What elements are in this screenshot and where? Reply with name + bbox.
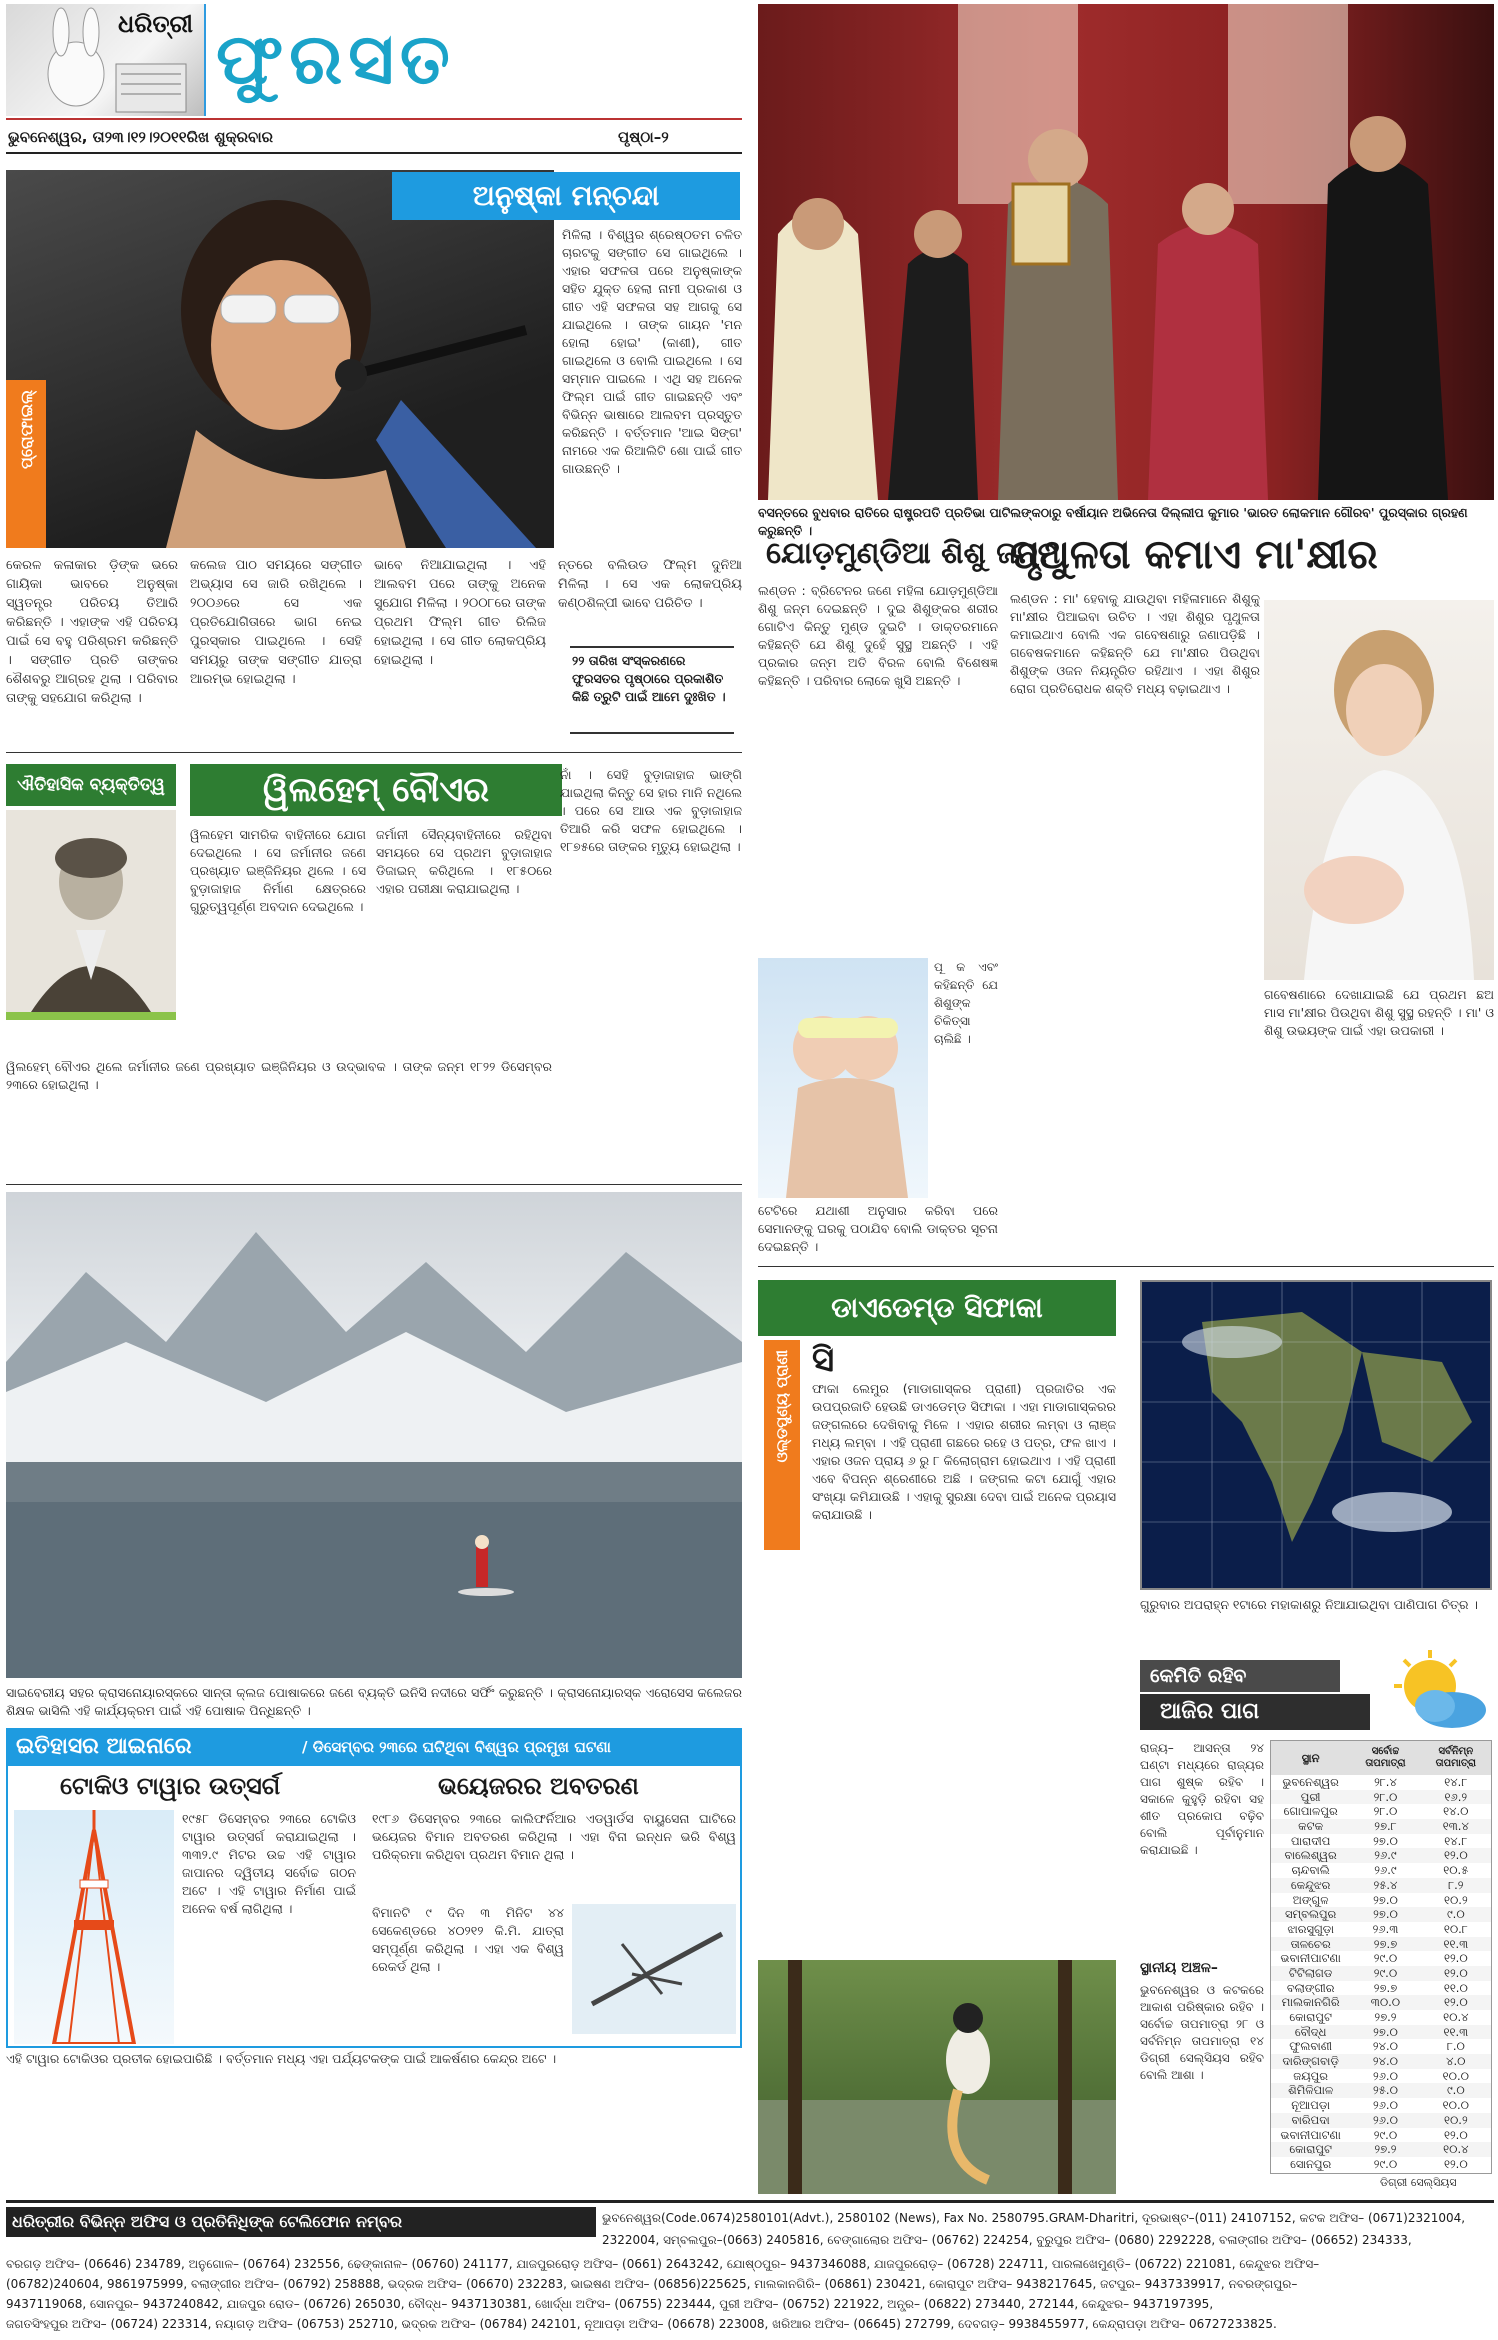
sifaka-photo xyxy=(758,1960,1116,2194)
col-max: ସର୍ବୋଚ୍ଚ ତାପମାତ୍ରା xyxy=(1365,1746,1406,1769)
weather-cell-max: ୨୪.୦ xyxy=(1372,2039,1398,2054)
weather-table-row xyxy=(1271,1790,1491,1805)
footer-title-box xyxy=(6,2207,596,2237)
anushka-title-text: ଅନୁଷ୍କା ମନ୍‌ଚନ୍ଦା xyxy=(472,179,660,212)
weather-cell-min: ୧୦.୨ xyxy=(1443,1892,1468,1907)
history-person-portrait xyxy=(6,810,176,1020)
sifaka-side-tag-text: ଓଲ୍ଡପୁଣ୍ୟ ପ୍ରାଣୀ xyxy=(773,1350,791,1463)
weather-table-row xyxy=(1271,1966,1491,1981)
weather-cell-max: ୨୯.୦ xyxy=(1373,2127,1398,2142)
weather-cell-min: ୧୦.୪ xyxy=(1443,2010,1469,2024)
ceremony-caption: ବସନ୍ତରେ ବୁଧବାର ରାତିରେ ରାଷ୍ଟ୍ରପତି ପ୍ରତିଭା ପାଟିଲଙ୍କଠାରୁ ବର୍ଷୀୟାନ ଅଭିନେତା ଦିଲ୍ଲୀପ କୁମାର 'ଭାରତ ଲୋକମାନ ଗୌରବ' ପୁରସ୍କାର ଗ୍ରହଣ କରୁଛନ୍ତି । xyxy=(758,505,1468,538)
weather-table-row xyxy=(1271,1893,1491,1908)
weather-cell-place: ଅଙ୍ଗୁଳ xyxy=(1292,1892,1329,1907)
weather-cell-max: ୨୭.୦ xyxy=(1373,2024,1398,2039)
weather-cell-min: ୧୨.୦ xyxy=(1443,1965,1468,1980)
sifaka-side-tag xyxy=(764,1340,800,1550)
weather-cell-max: ୨୬.୯ xyxy=(1374,1848,1397,1863)
weather-cell-place: ନୂଆପଡ଼ା xyxy=(1291,2098,1331,2113)
divider xyxy=(758,1266,1494,1267)
weather-table-row xyxy=(1271,2157,1491,2172)
weather-local-text: ଭୁବନେଶ୍ୱର ଓ କଟକରେ ଆକାଶ ପରିଷ୍କାର ରହିବ । ସର୍ବୋଚ୍ଚ ତାପମାତ୍ରା ୨୮ ଓ ସର୍ବନିମ୍ନ ତାପମାତ୍ରା ୧୪ ଡିଗ୍ରୀ ସେଲ୍‌ସିୟସ ରହିବ ବୋଲି ଆଶା । xyxy=(1140,1983,1264,2082)
weather-cell-max: ୨୫.୦ xyxy=(1373,2083,1398,2098)
divider xyxy=(6,1184,742,1185)
weather-cell-min: ୧୦.୫ xyxy=(1443,1863,1469,1878)
weather-cell-place: କୋରାପୁଟ xyxy=(1289,2010,1332,2024)
weather-cell-place: ସମ୍ବଲପୁର xyxy=(1285,1907,1337,1922)
history-person-text3: ନାଁ । ସେହି ବୁଡ଼ାଜାହାଜ ଭାଙ୍ଗି ଯାଇଥିଲା କିନ୍ତୁ ସେ ହାର ମାନି ନଥିଲେ । ପରେ ସେ ଆଉ ଏକ ବୁଡ଼ାଜାହାଜ ତିଆରି କରି ସଫଳ ହୋଇଥିଲେ । ୧୮୭୫ରେ ତାଙ୍କର ମୃତ୍ୟୁ ହୋଇଥିଲା । xyxy=(560,767,742,854)
weather-cell-max: ୨୪.୦ xyxy=(1372,2054,1398,2069)
twins-text: ଲଣ୍ଡନ : ବ୍ରିଟେନର ଜଣେ ମହିଳା ଯୋଡ଼ମୁଣ୍ଡିଆ ଶିଶୁ ଜନ୍ମ ଦେଇଛନ୍ତି । ଦୁଇ ଶିଶୁଙ୍କର ଶରୀର ଗୋଟିଏ କିନ୍ତୁ ମୁଣ୍ଡ ଦୁଇଟି । ଡାକ୍ତରମାନେ କହିଛନ୍ତି ଯେ ଶିଶୁ ଦୁହେଁ ସୁସ୍ଥ ଅଛନ୍ତି । ଏହି ପ୍ରକାର ଜନ୍ମ ଅତି ବିରଳ ବୋଲି ବିଶେଷଜ୍ଞ କହିଛନ୍ତି । ପରିବାର ଲୋକେ ଖୁସି ଅଛନ୍ତି । xyxy=(758,583,998,688)
milk-photo xyxy=(1264,600,1494,980)
footer-title: ଧରିତ୍ରୀର ବିଭିନ୍ନ ଅଫିସ ଓ ପ୍ରତିନିଧିଙ୍କ ଟେଲିଫୋନ ନମ୍ବର xyxy=(12,2212,403,2231)
weather-cell-min: ୯.୦ xyxy=(1446,1907,1465,1922)
weather-footer: ଡିଗ୍ରୀ ସେଲ୍‌ସିୟସ xyxy=(1380,2176,1457,2189)
weather-table-row xyxy=(1271,1848,1491,1863)
weather-cell-max: ୨୮.୦ xyxy=(1373,1804,1398,1819)
weather-table-row xyxy=(1271,2142,1491,2157)
weather-table xyxy=(1270,1740,1492,2174)
history-person-tag-text: ଐତିହାସିକ ବ୍ୟକ୍ତିତ୍ୱ xyxy=(17,775,165,795)
footer-line3: ବରଗଡ଼ ଅଫିସ– (06646) 234789, ଅନୁଗୋଳ– (06764) 232556, ଢେଙ୍କାନାଳ– (06760) 241177, ଯାଜପୁରରୋଡ଼ ଅଫିସ– (0661) 2643242, ଯୋଷ୍ଠପୁର– 9437346088, ଯାଜପୁରରୋଡ଼– (06728) 224711, ପାରଳାଖେମୁଣ୍ଡି– (06722) 221081, କେନ୍ଦୁଝର ଅଫିସ– xyxy=(6,2257,1320,2271)
weather-cell-place: ଭୁବନେଶ୍ୱର xyxy=(1282,1775,1339,1789)
weather-cell-place: କେନ୍ଦୁଝର xyxy=(1290,1877,1331,1892)
history-person-tag xyxy=(6,764,176,806)
weather-title2-text: ଆଜିର ପାଗ xyxy=(1160,1699,1260,1724)
footer-line5: 9437119068, ସୋନପୁର– 9437240842, ଯାଜପୁର ରୋଡ– (06726) 265030, ବୌଦ୍ଧ– 9437130381, ଖୋର୍ଦ୍ଧା ଅଫିସ– (06755) 223444, ପୁରୀ ଅଫିସ– (06752) 221922, ଅନ୍ଧ୍ର– (06822) 273440, 272144, କେନ୍ଦୁଝର– 9437197395, xyxy=(6,2297,1214,2311)
weather-cell-max: ୩୦.୦ xyxy=(1370,1995,1401,2010)
weather-table-row xyxy=(1271,2054,1491,2069)
weather-cell-max: ୨୭.୨ xyxy=(1374,2142,1397,2157)
weather-cell-min: ୧୧.୩ xyxy=(1443,2024,1469,2039)
sun-cloud-icon xyxy=(1380,1650,1490,1732)
sifaka-text: ଫାକା ଲେମୁର (ମାଡାଗାସ୍କର ପ୍ରାଣୀ) ପ୍ରଜାତିର ଏକ ଉପପ୍ରଜାତି ହେଉଛି ଡାଏଡେମ୍‌ଡ ସିଫାକା । ଏହା ମାଡାଗାସ୍କରର ଜଙ୍ଗଲରେ ଦେଖିବାକୁ ମିଳେ । ଏହାର ଶରୀର ଲମ୍ବା ଓ ଲାଞ୍ଜ ମଧ୍ୟ ଲମ୍ବା । ଏହି ପ୍ରାଣୀ ଗଛରେ ରହେ ଓ ପତ୍ର, ଫଳ ଖାଏ । ଏହାର ଓଜନ ପ୍ରାୟ ୬ ରୁ ୮ କିଲୋଗ୍ରାମ ହୋଇଥାଏ । ଏହି ପ୍ରାଣୀ ଏବେ ବିପନ୍ନ ଶ୍ରେଣୀରେ ଅଛି । ଜଙ୍ଗଲ କଟା ଯୋଗୁଁ ଏହାର ସଂଖ୍ୟା କମିଯାଉଛି । ଏହାକୁ ସୁରକ୍ଷା ଦେବା ପାଇଁ ଅନେକ ପ୍ରୟାସ କରାଯାଉଛି । xyxy=(812,1381,1116,1522)
weather-cell-min: ୧୨.୦ xyxy=(1443,1848,1468,1863)
weather-table-row xyxy=(1271,1878,1491,1893)
weather-cell-max: ୨୯.୦ xyxy=(1373,2156,1398,2171)
weather-table-header xyxy=(1271,1741,1491,1775)
weather-cell-place: ଶିମିଳିପାଳ xyxy=(1288,2083,1334,2098)
weather-cell-max: ୨୭.୦ xyxy=(1373,1892,1398,1907)
voyager-photo xyxy=(572,1904,736,2034)
anushka-quote-box xyxy=(570,646,734,734)
dateline-rule xyxy=(6,152,742,154)
dateline: ଭୁବନେଶ୍ୱର, ତା୨୩।୧୨।୨୦୧୧ରିଖ ଶୁକ୍ରବାର xyxy=(8,128,274,146)
weather-table-row xyxy=(1271,1907,1491,1922)
weather-cell-min: ୧୨.୦ xyxy=(1443,1995,1468,2010)
weather-cell-min: ୧୪.୮ xyxy=(1444,1833,1468,1848)
weather-cell-min: ୮.୨ xyxy=(1448,1877,1464,1892)
weather-table-row xyxy=(1271,2039,1491,2054)
weather-cell-max: ୨୬.୩ xyxy=(1372,1921,1399,1936)
weather-title1-text: କେମିତି ରହିବ xyxy=(1150,1665,1247,1687)
sifaka-title-text: ଡାଏଡେମ୍‌ଡ ସିଫାକା xyxy=(831,1291,1043,1324)
weather-table-row xyxy=(1271,1937,1491,1952)
weather-table-row xyxy=(1271,1804,1491,1819)
footer-line1: ଭୁବନେଶ୍ୱର(Code.0674)2580101(Advt.), 2580102 (News), Fax No. 2580795.GRAM-Dharitri, ଦୂରଭାଷ୍ଟ–(011) 24107152, କଟକ ଅଫିସ– (0671)2321004, xyxy=(602,2211,1466,2225)
weather-cell-max: ୨୬.୦ xyxy=(1372,2112,1398,2127)
twins-photo xyxy=(758,958,928,1198)
weather-cell-min: ୧୧.୦ xyxy=(1443,1980,1468,1995)
weather-cell-max: ୨୯.୦ xyxy=(1373,1965,1398,1980)
twins-side-text: ପୂ କ ଏବଂ କହିଛନ୍ତି ଯେ ଶିଶୁଙ୍କ ଚିକିତ୍ସା ଚାଲିଛି । xyxy=(934,960,998,1046)
tokyo-text: ୧୯୫୮ ଡିସେମ୍ବର ୨୩ରେ ଟୋକିଓ ଟାୱାର ଉତ୍ସର୍ଗ କରାଯାଇଥିଲା । ୩୩୨.୯ ମିଟର ଉଚ୍ଚ ଏହି ଟାୱାର ଜାପାନର ଦ୍ୱିତୀୟ ସର୍ବୋଚ୍ଚ ଗଠନ ଅଟେ । ଏହି ଟାୱାର ନିର୍ମାଣ ପାଇଁ ଅନେକ ବର୍ଷ ଲାଗିଥିଲା । xyxy=(182,1811,356,1916)
history-person-bottom: ୱିଲହେମ୍ ବୌଏର ଥିଲେ ଜର୍ମାନୀର ଜଣେ ପ୍ରଖ୍ୟାତ ଇଞ୍ଜିନିୟର ଓ ଉଦ୍ଭାବକ । ତାଙ୍କ ଜନ୍ମ ୧୮୨୨ ଡିସେମ୍ବର ୨୩ରେ ହୋଇଥିଲା । xyxy=(6,1059,552,1092)
weather-cell-min: ୧୦.୪ xyxy=(1443,2142,1469,2157)
weather-cell-max: ୨୫.୪ xyxy=(1373,1877,1398,1892)
history-person-text1: ୱିଲହେମ ସାମରିକ ବାହିନୀରେ ଯୋଗ ଦେଇଥିଲେ । ସେ ଜର୍ମାନୀର ଜଣେ ପ୍ରଖ୍ୟାତ ଇଞ୍ଜିନିୟର ଥିଲେ । ସେ ବୁଡ଼ାଜାହାଜ ନିର୍ମାଣ କ୍ଷେତ୍ରରେ ଗୁରୁତ୍ୱପୂର୍ଣ୍ଣ ଅବଦାନ ଦେଇଥିଲେ । xyxy=(190,827,366,914)
weather-cell-place: ଗୋପାଳପୁର xyxy=(1283,1804,1338,1819)
history-mirror-title: ଇତିହାସର ଆଇନାରେ xyxy=(16,1734,192,1759)
history-mirror-sub: / ଡିସେମ୍ବର ୨୩ରେ ଘଟିଥିବା ବିଶ୍ୱର ପ୍ରମୁଖ ଘଟଣା xyxy=(302,1738,611,1756)
tokyo-tower-photo xyxy=(14,1810,174,2044)
weather-table-row xyxy=(1271,2083,1491,2098)
weather-rows xyxy=(1271,1775,1491,2172)
footer-bar xyxy=(6,2200,1494,2336)
santa-photo xyxy=(6,1192,742,1678)
weather-cell-place: ଭବାନୀପାଟଣା xyxy=(1280,2127,1341,2142)
weather-table-row xyxy=(1271,2069,1491,2084)
weather-table-row xyxy=(1271,1834,1491,1849)
history-person-text2: ଜର୍ମାନୀ ସୈନ୍ୟବାହିନୀରେ ରହିଥିବା ସମୟରେ ସେ ପ୍ରଥମ ବୁଡ଼ାଜାହାଜ ଡିଜାଇନ୍ କରିଥିଲେ । ୧୮୫୦ରେ ଏହାର ପରୀକ୍ଷା କରାଯାଇଥିଲା । xyxy=(376,827,552,896)
milk-text2: ଗବେଷଣାରେ ଦେଖାଯାଇଛି ଯେ ପ୍ରଥମ ଛଅ ମାସ ମା'କ୍ଷୀର ପିଉଥିବା ଶିଶୁ ସୁସ୍ଥ ରହନ୍ତି । ମା' ଓ ଶିଶୁ ଉଭୟଙ୍କ ପାଇଁ ଏହା ଉପକାରୀ । xyxy=(1264,987,1494,1038)
weather-cell-max: ୨୭.୮ xyxy=(1374,1819,1397,1834)
footer-line4: (06782)240604, 9861975999, ବଲାଙ୍ଗୀର ଅଫିସ– (06792) 258888, ଭଦ୍ରକ ଅଫିସ– (06670) 232283, ଭାଇଷଣ ଅଫିସ– (06856)225625, ମାଲକାନଗିରି– (06861) 230421, କୋରାପୁଟ ଅଫିସ– 9438217645, ଜଟପୁର– 9437339917, ନବରଙ୍ଗପୁର– xyxy=(6,2277,1298,2291)
weather-cell-max: ୨୮.୪ xyxy=(1374,1775,1397,1789)
weather-cell-place: ଦାରିଙ୍ଗବାଡ଼ି xyxy=(1282,2054,1339,2069)
milk-title: ପୃଥୁଳତା କମାଏ ମା'କ୍ଷୀର xyxy=(1010,532,1378,578)
anushka-side-tag xyxy=(6,380,46,548)
weather-cell-max: ୨୬.୦ xyxy=(1372,2098,1398,2113)
weather-cell-max: ୨୬.୦ xyxy=(1372,2068,1398,2083)
santa-caption: ସାଇବେରୀୟ ସହର କ୍ରାସନୋୟାରସ୍କରେ ସାନ୍ତା କ୍ଲଜ ପୋଷାକରେ ଜଣେ ବ୍ୟକ୍ତି ଇନିସି ନଦୀରେ ସର୍ଫିଂ କରୁଛନ୍ତି । କ୍ରାସନୋୟାରସ୍କ ଏରୋସେସ କଲେଜର ଶିକ୍ଷକ ଭାସିଲି ଏହି କାର୍ଯ୍ୟକ୍ରମ ପାଇଁ ଏହି ପୋଷାକ ପିନ୍ଧିଛନ୍ତି । xyxy=(6,1685,742,1718)
anushka-quote: ୨୨ ତାରିଖ ସଂସ୍କରଣରେ ଫୁରସତର ପୃଷ୍ଠାରେ ପ୍ରକାଶିତ କିଛି ତ୍ରୁଟି ପାଇଁ ଆମେ ଦୁଃଖିତ । xyxy=(572,653,726,704)
weather-cell-place: ପୁରୀ xyxy=(1300,1789,1321,1804)
weather-cell-place: ସୋନପୁର xyxy=(1290,2156,1332,2171)
sifaka-dropcap: ସି xyxy=(812,1340,835,1380)
weather-cell-place: ଫୁଲବାଣୀ xyxy=(1289,2039,1332,2054)
divider xyxy=(6,752,742,753)
weather-cell-min: ୧୦.୦ xyxy=(1442,2068,1469,2083)
weather-cell-min: ୪.୦ xyxy=(1446,2054,1466,2069)
weather-cell-min: ୧୨.୦ xyxy=(1443,2156,1468,2171)
weather-table-row xyxy=(1271,1775,1491,1790)
history-person-name-text: ୱିଲହେମ୍ ବୌଏର xyxy=(262,770,490,810)
weather-cell-max: ୨୬.୯ xyxy=(1374,1863,1397,1878)
weather-cell-min: ୧୨.୦ xyxy=(1443,1951,1468,1966)
weather-cell-min: ୯.୦ xyxy=(1446,2083,1465,2098)
masthead-rule xyxy=(6,118,742,120)
weather-cell-place: କଟକ xyxy=(1298,1819,1324,1834)
milk-text: ଲଣ୍ଡନ : ମା' ହେବାକୁ ଯାଉଥିବା ମହିଳାମାନେ ଶିଶୁକୁ ମା'କ୍ଷୀର ପିଆଇବା ଉଚିତ । ଏହା ଶିଶୁର ପୃଥୁଳତା କମାଇଥାଏ ବୋଲି ଏକ ଗବେଷଣାରୁ ଜଣାପଡ଼ିଛି । ଗବେଷକମାନେ କହିଛନ୍ତି ଯେ ମା'କ୍ଷୀର ପିଉଥିବା ଶିଶୁଙ୍କ ଓଜନ ନିୟନ୍ତ୍ରିତ ରହିଥାଏ । ଏହା ଶିଶୁର ରୋଗ ପ୍ରତିରୋଧକ ଶକ୍ତି ମଧ୍ୟ ବଢ଼ାଇଥାଏ । xyxy=(1010,591,1260,696)
col-min: ସର୍ବନିମ୍ନ ତାପମାତ୍ରା xyxy=(1435,1746,1476,1769)
weather-table-row xyxy=(1271,1922,1491,1937)
weather-cell-max: ୨୭.୦ xyxy=(1373,1833,1398,1848)
history-mirror-sub-text: ଡିସେମ୍ବର ୨୩ରେ ଘଟିଥିବା ବିଶ୍ୱର ପ୍ରମୁଖ ଘଟଣା xyxy=(312,1738,611,1756)
weather-cell-place: ମାଲକାନଗିରି xyxy=(1281,1995,1340,2010)
weather-text: ରାଜ୍ୟ– ଆସନ୍ତା ୨୪ ଘଣ୍ଟା ମଧ୍ୟରେ ରାଜ୍ୟର ପାଗ ଶୁଷ୍କ ରହିବ । ସକାଳେ କୁହୁଡ଼ି ରହିବା ସହ ଶୀତ ପ୍ରକୋପ ବଢ଼ିବ ବୋଲି ପୂର୍ବାନୁମାନ କରାଯାଇଛି । xyxy=(1140,1741,1264,1857)
weather-cell-place: ପାରାଦୀପ xyxy=(1290,1833,1331,1848)
history-person-name xyxy=(190,764,562,816)
weather-cell-place: କୋରାପୁଟ xyxy=(1289,2142,1332,2157)
weather-cell-min: ୧୧.୩ xyxy=(1443,1936,1469,1951)
weather-cell-place: ବୌଦ୍ଧ xyxy=(1294,2024,1327,2039)
weather-table-row xyxy=(1271,2010,1491,2025)
weather-cell-min: ୧୨.୦ xyxy=(1443,2127,1468,2142)
anushka-col4: ନ୍ତରେ ବଲିଉଡ ଫିଲ୍ମ ଦୁନିଆ ମିଳିଲା । ସେ ଏକ ଲୋକପ୍ରିୟ କଣ୍ଠଶିଳ୍ପୀ ଭାବେ ପରିଚିତ । xyxy=(558,558,742,611)
anushka-photo xyxy=(6,170,554,548)
weather-cell-max: ୨୭.୭ xyxy=(1373,1980,1398,1995)
voyager-text: ୧୯୮୬ ଡିସେମ୍ବର ୨୩ରେ କାଲିଫର୍ନିଆର ଏଡୱାର୍ଡସ ବାୟୁସେନା ଘାଟିରେ ଭୟେଜର ବିମାନ ଅବତରଣ କରିଥିଲା । ଏହା ବିନା ଇନ୍ଧନ ଭରି ବିଶ୍ୱ ପରିକ୍ରମା କରିଥିବା ପ୍ରଥମ ବିମାନ ଥିଲା । xyxy=(372,1811,736,1862)
satellite-caption: ଗୁରୁବାର ଅପରାହ୍ନ ୧ଟାରେ ମହାକାଶରୁ ନିଆଯାଇଥିବା ପାଣିପାଗ ଚିତ୍ର । xyxy=(1140,1597,1479,1612)
weather-cell-min: ୧୦.୦ xyxy=(1442,2098,1469,2113)
anushka-col1: କେରଳ କଳାକାର ଡ଼ିଙ୍କ ଭରେ ଗାୟିକା ଭାବରେ ଅନୁଷ୍କା ସ୍ୱତନ୍ତ୍ର ପରିଚୟ ତିଆରି କରିଛନ୍ତି । ଏହାଙ୍କ ଏହି ପରିଚୟ ପାଇଁ ସେ ବହୁ ପରିଶ୍ରମ କରିଛନ୍ତି । ସଙ୍ଗୀତ ପ୍ରତି ତାଙ୍କର ଶୈଶବରୁ ଆଗ୍ରହ ଥିଲା । ପରିବାର ତାଙ୍କୁ ସହଯୋଗ କରିଥିଲା । xyxy=(6,558,178,706)
weather-cell-place: ବାଲେଶ୍ୱର xyxy=(1284,1848,1337,1863)
history-mirror-header xyxy=(6,1728,742,1766)
weather-cell-min: ୧୦.୮ xyxy=(1443,1921,1468,1936)
col-place: ସ୍ଥାନ xyxy=(1301,1750,1320,1765)
weather-local-title: ସ୍ଥାନୀୟ ଅଞ୍ଚଳ– xyxy=(1140,1960,1218,1976)
weather-cell-place: ବାରିପଦା xyxy=(1291,2112,1330,2127)
history-mirror-bottom: ଏହି ଟାୱାର ଟୋକିଓର ପ୍ରତୀକ ହୋଇପାରିଛି । ବର୍ତ୍ତମାନ ମଧ୍ୟ ଏହା ପର୍ଯ୍ୟଟକଙ୍କ ପାଇଁ ଆକର୍ଷଣର କେନ୍ଦ୍ର ଅଟେ । xyxy=(6,2051,557,2066)
weather-cell-place: ଭବାନୀପାଟଣା xyxy=(1280,1951,1341,1966)
weather-table-row xyxy=(1271,1995,1491,2010)
weather-cell-min: ୮.୦ xyxy=(1446,2039,1465,2054)
weather-cell-place: ଟିଟିଲାଗଡ xyxy=(1288,1965,1333,1980)
masthead xyxy=(6,4,751,124)
weather-cell-max: ୨୮.୦ xyxy=(1373,1789,1398,1804)
tokyo-title: ଟୋକିଓ ଟାୱାର ଉତ୍ସର୍ଗ xyxy=(60,1772,281,1800)
ceremony-photo xyxy=(758,4,1494,500)
weather-cell-min: ୧୩.୪ xyxy=(1442,1819,1469,1834)
sifaka-title xyxy=(758,1280,1116,1336)
weather-cell-place: ତାଳଚେର xyxy=(1290,1936,1331,1951)
twins-title: ଯୋଡ଼ମୁଣ୍ଡିଆ ଶିଶୁ ଜନ୍ମ xyxy=(766,536,1061,571)
anushka-title xyxy=(392,172,740,220)
weather-cell-max: ୨୭.୦ xyxy=(1373,1907,1398,1922)
twins-bottom-text: ଟେଟିରେ ଯଥାଶୀ ଅନୁସାର କରିବା ପରେ ସେମାନଙ୍କୁ ଘରକୁ ପଠାଯିବ ବୋଲି ଡାକ୍ତର ସୂଚନା ଦେଇଛନ୍ତି । xyxy=(758,1203,998,1254)
brand-big: ଫୁରସତ xyxy=(216,18,456,100)
footer-line6: ଜଗତସିଂହପୁର ଅଫିସ– (06724) 223314, ନୟାଗଡ଼ ଅଫିସ– (06753) 252710, ଭଦ୍ରକ ଅଫିସ– (06784) 242101, ନୂଆପଡ଼ା ଅଫିସ– (06678) 223008, ଖରିଆର ଅଫିସ– (06645) 272799, ଦେବଗଡ଼– 9938455977, କେନ୍ଦ୍ରାପଡ଼ା ଅଫିସ– 06727233825. xyxy=(6,2317,1277,2331)
weather-cell-min: ୧୪.୮ xyxy=(1444,1775,1468,1789)
weather-cell-min: ୧୦.୨ xyxy=(1443,2112,1468,2127)
weather-table-row xyxy=(1271,2113,1491,2128)
weather-header xyxy=(1140,1650,1492,1732)
weather-table-row xyxy=(1271,2025,1491,2040)
weather-cell-place: ଜୟପୁର xyxy=(1293,2068,1329,2083)
weather-cell-max: ୨୭.୨ xyxy=(1374,2010,1397,2024)
weather-cell-place: ବଲାଙ୍ଗୀର xyxy=(1286,1980,1335,1995)
weather-cell-max: ୨୯.୦ xyxy=(1373,1951,1398,1966)
anushka-col3: ଭାବେ ନିଆଯାଇଥିଲା । ଏହି ଆଲବମ ପରେ ତାଙ୍କୁ ଅନେକ ସୁଯୋଗ ମିଳିଲା । ୨୦୦୮ରେ ତାଙ୍କ ପ୍ରଥମ ଫିଲ୍ମ ଗୀତ ରିଲିଜ ହୋଇଥିଲା । ସେ ଗୀତ ଲୋକପ୍ରିୟ ହୋଇଥିଲା । xyxy=(374,558,546,668)
weather-table-row xyxy=(1271,1819,1491,1834)
page-label: ପୃଷ୍ଠା–୨ xyxy=(618,128,669,146)
weather-cell-place: ଝାରସୁଗୁଡ଼ା xyxy=(1287,1921,1334,1936)
weather-cell-max: ୨୭.୭ xyxy=(1373,1936,1398,1951)
anushka-col2: କଲେଜ ପାଠ ସମୟରେ ସଙ୍ଗୀତ ଅଭ୍ୟାସ ସେ ଜାରି ରଖିଥିଲେ । ୨୦୦୬ରେ ସେ ଏକ ପ୍ରତିଯୋଗିତାରେ ଭାଗ ନେଇ ପୁରସ୍କାର ପାଇଥିଲେ । ସେହି ସମୟରୁ ତାଙ୍କ ସଙ୍ଗୀତ ଯାତ୍ରା ଆରମ୍ଭ ହୋଇଥିଲା । xyxy=(190,558,362,687)
weather-table-row xyxy=(1271,1981,1491,1996)
voyager-bottom-text: ବିମାନଟି ୯ ଦିନ ୩ ମିନିଟ ୪୪ ସେକେଣ୍ଡରେ ୪୦୨୧୨ କି.ମି. ଯାତ୍ରା ସମ୍ପୂର୍ଣ୍ଣ କରିଥିଲା । ଏହା ଏକ ବିଶ୍ୱ ରେକର୍ଡ ଥିଲା । xyxy=(372,1905,564,1974)
weather-cell-min: ୧୪.୦ xyxy=(1443,1804,1469,1819)
weather-cell-min: ୧୬.୨ xyxy=(1444,1789,1468,1804)
weather-table-row xyxy=(1271,2128,1491,2143)
weather-cell-place: ଚାନ୍ଦବାଲି xyxy=(1291,1863,1330,1878)
footer-line2: 2322004, ସମ୍ବଲପୁର–(0663) 2405816, ବେଙ୍ଗାଲୋର ଅଫିସ– (06762) 224254, ବୁରୁପୁର ଅଫିସ– (0680) 2292228, ବଳାଙ୍ଗୀର ଅଫିସ– (06652) 234333, xyxy=(602,2233,1412,2247)
voyager-title: ଭୟେଜରର ଅବତରଣ xyxy=(438,1772,639,1800)
weather-title1 xyxy=(1140,1660,1340,1692)
weather-table-row xyxy=(1271,1951,1491,1966)
satellite-map xyxy=(1140,1280,1492,1590)
brand-small: ଧରିତ୍ରୀ xyxy=(118,10,193,38)
weather-table-row xyxy=(1271,2098,1491,2113)
anushka-right-text: ମିଳିଲା । ବିଶ୍ୱର ଶ୍ରେଷ୍ଠତମ ଚଳିତ ଚାରଟକୁ ସଙ୍ଗୀତ ସେ ଗାଇଥିଲେ । ଏହାର ସଫଳତା ପରେ ଅନୁଷ୍କାଙ୍କ ସହିତ ଯୁକ୍ତ ହେଲା ନାମୀ ପ୍ରକାଶ ଓ ଗୀତ ଏହି ସଫଳତା ସହ ଆଗକୁ ସେ ଯାଇଥିଲେ । ତାଙ୍କ ଗାୟନ 'ମନ ହୋଲା ହୋଇ' (କାଶୀ), ଗୀତ ଗାଇଥିଲେ ଓ ବୋଲି ପାଇଥିଲେ । ସେ ସମ୍ମାନ ପାଇଲେ । ଏଥି ସହ ଅନେକ ଫିଲ୍ମ ପାଇଁ ଗୀତ ଗାଇଛନ୍ତି ଏବଂ ବିଭିନ୍ନ ଭାଷାରେ ଆଲବମ ପ୍ରସ୍ତୁତ କରିଛନ୍ତି । ବର୍ତ୍ତମାନ 'ଆଇ ସିଙ୍ଗ' ନାମରେ ଏକ ରିଆଲିଟି ଶୋ ପାଇଁ ଗୀତ ଗାଉଛନ୍ତି । xyxy=(562,227,742,476)
weather-title2 xyxy=(1140,1694,1370,1730)
anushka-side-tag-text: ପ୍ରୋଫାଇଲ୍ xyxy=(16,390,36,469)
weather-table-row xyxy=(1271,1863,1491,1878)
